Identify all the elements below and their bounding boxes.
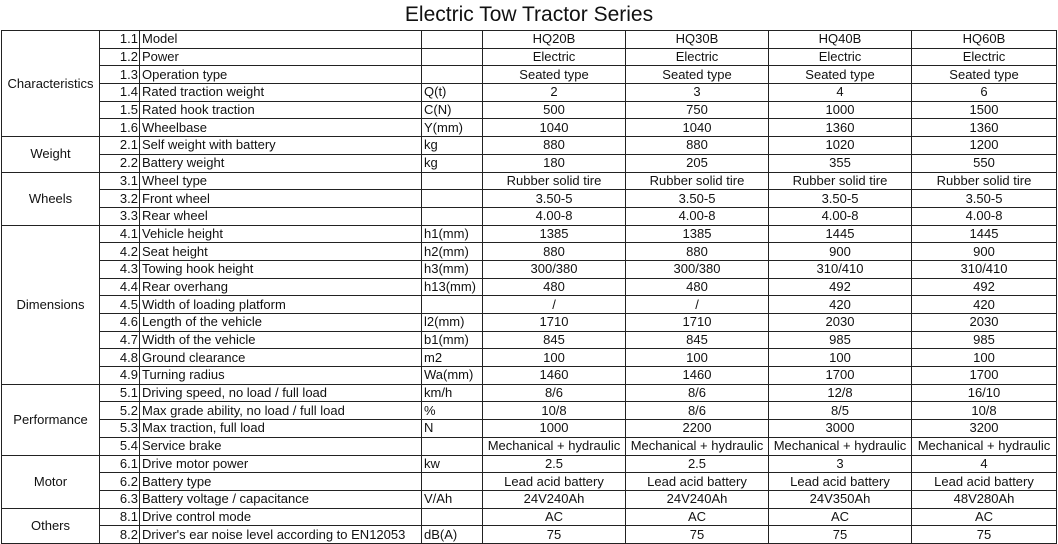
- item-label: Battery type: [140, 473, 422, 491]
- value-model-2: 100: [626, 349, 769, 367]
- value-model-4: 4: [912, 455, 1057, 473]
- value-model-4: 2030: [912, 314, 1057, 332]
- item-number: 4.6: [100, 314, 140, 332]
- value-model-1: 300/380: [483, 260, 626, 278]
- value-model-2: 75: [626, 526, 769, 544]
- item-unit: [422, 508, 483, 526]
- item-label: Model: [140, 31, 422, 49]
- item-label: Rear wheel: [140, 207, 422, 225]
- item-number: 4.4: [100, 278, 140, 296]
- value-model-2: Rubber solid tire: [626, 172, 769, 190]
- item-number: 4.1: [100, 225, 140, 243]
- value-model-1: 1385: [483, 225, 626, 243]
- value-model-2: 8/6: [626, 384, 769, 402]
- value-model-1: Seated type: [483, 66, 626, 84]
- value-model-1: AC: [483, 508, 626, 526]
- value-model-2: 1710: [626, 314, 769, 332]
- value-model-1: 2: [483, 84, 626, 102]
- value-model-2: 880: [626, 137, 769, 155]
- value-model-3: 4.00-8: [769, 207, 912, 225]
- value-model-4: 1700: [912, 367, 1057, 385]
- value-model-4: 10/8: [912, 402, 1057, 420]
- item-unit: l2(mm): [422, 314, 483, 332]
- item-number: 3.3: [100, 207, 140, 225]
- value-model-3: 310/410: [769, 260, 912, 278]
- category-cell: Dimensions: [2, 225, 100, 384]
- item-number: 3.2: [100, 190, 140, 208]
- value-model-2: 880: [626, 243, 769, 261]
- table-row: [2, 296, 1057, 314]
- category-cell: Others: [2, 508, 100, 543]
- item-unit: V/Ah: [422, 490, 483, 508]
- item-unit: N: [422, 420, 483, 438]
- item-unit: [422, 437, 483, 455]
- table-row: [2, 137, 1057, 155]
- table-row: [2, 154, 1057, 172]
- value-model-1: 3.50-5: [483, 190, 626, 208]
- value-model-1: 1040: [483, 119, 626, 137]
- table-row: [2, 384, 1057, 402]
- item-unit: kg: [422, 154, 483, 172]
- value-model-4: 420: [912, 296, 1057, 314]
- item-number: 2.2: [100, 154, 140, 172]
- item-unit: C(N): [422, 101, 483, 119]
- value-model-4: Electric: [912, 48, 1057, 66]
- value-model-2: 8/6: [626, 402, 769, 420]
- value-model-4: 16/10: [912, 384, 1057, 402]
- item-unit: dB(A): [422, 526, 483, 544]
- item-number: 4.8: [100, 349, 140, 367]
- table-row: [2, 437, 1057, 455]
- table-row: [2, 349, 1057, 367]
- value-model-1: 8/6: [483, 384, 626, 402]
- item-number: 8.2: [100, 526, 140, 544]
- value-model-3: 900: [769, 243, 912, 261]
- value-model-3: 420: [769, 296, 912, 314]
- item-unit: [422, 190, 483, 208]
- value-model-1: 10/8: [483, 402, 626, 420]
- value-model-4: Lead acid battery: [912, 473, 1057, 491]
- value-model-2: /: [626, 296, 769, 314]
- value-model-1: Mechanical + hydraulic: [483, 437, 626, 455]
- table-row: [2, 455, 1057, 473]
- value-model-4: 1445: [912, 225, 1057, 243]
- item-label: Towing hook height: [140, 260, 422, 278]
- item-unit: h2(mm): [422, 243, 483, 261]
- value-model-1: 2.5: [483, 455, 626, 473]
- value-model-1: 1460: [483, 367, 626, 385]
- value-model-1: HQ20B: [483, 31, 626, 49]
- item-label: Service brake: [140, 437, 422, 455]
- item-unit: Y(mm): [422, 119, 483, 137]
- item-unit: [422, 66, 483, 84]
- value-model-3: 1360: [769, 119, 912, 137]
- item-unit: h3(mm): [422, 260, 483, 278]
- category-cell: Characteristics: [2, 31, 100, 137]
- table-row: [2, 314, 1057, 332]
- item-number: 5.2: [100, 402, 140, 420]
- value-model-3: 492: [769, 278, 912, 296]
- value-model-3: 1020: [769, 137, 912, 155]
- item-label: Driver's ear noise level according to EN12053: [140, 526, 422, 544]
- item-number: 8.1: [100, 508, 140, 526]
- value-model-1: Lead acid battery: [483, 473, 626, 491]
- item-number: 6.1: [100, 455, 140, 473]
- item-number: 3.1: [100, 172, 140, 190]
- item-label: Max grade ability, no load / full load: [140, 402, 422, 420]
- value-model-2: 845: [626, 331, 769, 349]
- item-number: 5.4: [100, 437, 140, 455]
- table-row: [2, 119, 1057, 137]
- table-row: [2, 278, 1057, 296]
- value-model-3: Mechanical + hydraulic: [769, 437, 912, 455]
- value-model-3: 2030: [769, 314, 912, 332]
- value-model-3: Rubber solid tire: [769, 172, 912, 190]
- value-model-4: 492: [912, 278, 1057, 296]
- value-model-3: 24V350Ah: [769, 490, 912, 508]
- category-cell: Wheels: [2, 172, 100, 225]
- value-model-4: Seated type: [912, 66, 1057, 84]
- category-cell: Motor: [2, 455, 100, 508]
- table-row: [2, 172, 1057, 190]
- value-model-1: 845: [483, 331, 626, 349]
- item-number: 4.3: [100, 260, 140, 278]
- item-number: 4.2: [100, 243, 140, 261]
- item-unit: Wa(mm): [422, 367, 483, 385]
- value-model-3: 3.50-5: [769, 190, 912, 208]
- value-model-1: 480: [483, 278, 626, 296]
- item-number: 1.6: [100, 119, 140, 137]
- item-label: Front wheel: [140, 190, 422, 208]
- item-unit: [422, 48, 483, 66]
- value-model-4: 75: [912, 526, 1057, 544]
- value-model-4: 6: [912, 84, 1057, 102]
- value-model-3: AC: [769, 508, 912, 526]
- value-model-4: 900: [912, 243, 1057, 261]
- value-model-2: 2200: [626, 420, 769, 438]
- value-model-1: Electric: [483, 48, 626, 66]
- item-number: 4.7: [100, 331, 140, 349]
- value-model-2: 1040: [626, 119, 769, 137]
- value-model-3: HQ40B: [769, 31, 912, 49]
- value-model-3: 8/5: [769, 402, 912, 420]
- value-model-1: 180: [483, 154, 626, 172]
- table-row: [2, 207, 1057, 225]
- value-model-3: 12/8: [769, 384, 912, 402]
- item-label: Rated hook traction: [140, 101, 422, 119]
- spec-table-body: [2, 31, 1057, 544]
- value-model-1: /: [483, 296, 626, 314]
- item-number: 1.1: [100, 31, 140, 49]
- table-row: [2, 101, 1057, 119]
- item-label: Drive control mode: [140, 508, 422, 526]
- item-label: Max traction, full load: [140, 420, 422, 438]
- item-number: 1.2: [100, 48, 140, 66]
- table-row: [2, 420, 1057, 438]
- item-label: Power: [140, 48, 422, 66]
- value-model-4: 4.00-8: [912, 207, 1057, 225]
- table-row: [2, 243, 1057, 261]
- item-label: Wheel type: [140, 172, 422, 190]
- value-model-4: 985: [912, 331, 1057, 349]
- table-row: [2, 225, 1057, 243]
- document-title: Electric Tow Tractor Series: [404, 3, 654, 26]
- value-model-2: 1385: [626, 225, 769, 243]
- value-model-3: Electric: [769, 48, 912, 66]
- value-model-2: 2.5: [626, 455, 769, 473]
- value-model-3: 985: [769, 331, 912, 349]
- value-model-3: 355: [769, 154, 912, 172]
- value-model-4: HQ60B: [912, 31, 1057, 49]
- item-label: Turning radius: [140, 367, 422, 385]
- item-unit: [422, 296, 483, 314]
- value-model-1: 4.00-8: [483, 207, 626, 225]
- item-unit: kw: [422, 455, 483, 473]
- value-model-1: 880: [483, 137, 626, 155]
- value-model-4: 310/410: [912, 260, 1057, 278]
- value-model-2: 24V240Ah: [626, 490, 769, 508]
- value-model-2: HQ30B: [626, 31, 769, 49]
- value-model-4: 3.50-5: [912, 190, 1057, 208]
- table-row: [2, 190, 1057, 208]
- item-label: Self weight with battery: [140, 137, 422, 155]
- value-model-2: AC: [626, 508, 769, 526]
- value-model-1: 100: [483, 349, 626, 367]
- table-row: [2, 402, 1057, 420]
- value-model-1: 1710: [483, 314, 626, 332]
- table-row: [2, 367, 1057, 385]
- item-label: Operation type: [140, 66, 422, 84]
- value-model-2: 750: [626, 101, 769, 119]
- item-number: 1.4: [100, 84, 140, 102]
- value-model-4: 550: [912, 154, 1057, 172]
- value-model-2: 1460: [626, 367, 769, 385]
- item-unit: [422, 31, 483, 49]
- value-model-3: 3000: [769, 420, 912, 438]
- value-model-2: 4.00-8: [626, 207, 769, 225]
- item-number: 6.3: [100, 490, 140, 508]
- item-label: Drive motor power: [140, 455, 422, 473]
- item-label: Seat height: [140, 243, 422, 261]
- value-model-3: Lead acid battery: [769, 473, 912, 491]
- value-model-4: 48V280Ah: [912, 490, 1057, 508]
- value-model-2: 205: [626, 154, 769, 172]
- value-model-3: 1700: [769, 367, 912, 385]
- item-number: 4.5: [100, 296, 140, 314]
- value-model-4: 1500: [912, 101, 1057, 119]
- item-unit: [422, 207, 483, 225]
- table-row: [2, 84, 1057, 102]
- item-number: 1.3: [100, 66, 140, 84]
- value-model-1: 1000: [483, 420, 626, 438]
- value-model-2: Electric: [626, 48, 769, 66]
- value-model-2: 3.50-5: [626, 190, 769, 208]
- item-number: 2.1: [100, 137, 140, 155]
- value-model-3: 1000: [769, 101, 912, 119]
- item-label: Rear overhang: [140, 278, 422, 296]
- value-model-2: 3: [626, 84, 769, 102]
- value-model-2: 480: [626, 278, 769, 296]
- item-unit: [422, 172, 483, 190]
- table-row: [2, 260, 1057, 278]
- item-label: Vehicle height: [140, 225, 422, 243]
- table-row: [2, 48, 1057, 66]
- value-model-3: 3: [769, 455, 912, 473]
- value-model-1: Rubber solid tire: [483, 172, 626, 190]
- item-number: 5.1: [100, 384, 140, 402]
- item-label: Battery weight: [140, 154, 422, 172]
- item-label: Driving speed, no load / full load: [140, 384, 422, 402]
- item-number: 6.2: [100, 473, 140, 491]
- item-label: Wheelbase: [140, 119, 422, 137]
- item-number: 5.3: [100, 420, 140, 438]
- item-label: Rated traction weight: [140, 84, 422, 102]
- value-model-2: Lead acid battery: [626, 473, 769, 491]
- table-row: [2, 490, 1057, 508]
- value-model-4: 1360: [912, 119, 1057, 137]
- item-unit: [422, 473, 483, 491]
- value-model-3: Seated type: [769, 66, 912, 84]
- category-cell: Performance: [2, 384, 100, 455]
- value-model-2: Seated type: [626, 66, 769, 84]
- item-unit: km/h: [422, 384, 483, 402]
- category-cell: Weight: [2, 137, 100, 172]
- value-model-1: 24V240Ah: [483, 490, 626, 508]
- table-row: [2, 526, 1057, 544]
- item-number: 4.9: [100, 367, 140, 385]
- item-unit: h13(mm): [422, 278, 483, 296]
- value-model-4: 100: [912, 349, 1057, 367]
- item-number: 1.5: [100, 101, 140, 119]
- table-row: [2, 508, 1057, 526]
- item-unit: h1(mm): [422, 225, 483, 243]
- value-model-2: 300/380: [626, 260, 769, 278]
- value-model-1: 500: [483, 101, 626, 119]
- value-model-1: 880: [483, 243, 626, 261]
- item-label: Ground clearance: [140, 349, 422, 367]
- item-unit: kg: [422, 137, 483, 155]
- item-label: Width of loading platform: [140, 296, 422, 314]
- item-unit: b1(mm): [422, 331, 483, 349]
- table-row: [2, 66, 1057, 84]
- value-model-4: Rubber solid tire: [912, 172, 1057, 190]
- value-model-4: 1200: [912, 137, 1057, 155]
- item-label: Battery voltage / capacitance: [140, 490, 422, 508]
- item-label: Length of the vehicle: [140, 314, 422, 332]
- value-model-4: AC: [912, 508, 1057, 526]
- item-unit: m2: [422, 349, 483, 367]
- value-model-4: Mechanical + hydraulic: [912, 437, 1057, 455]
- value-model-4: 3200: [912, 420, 1057, 438]
- item-label: Width of the vehicle: [140, 331, 422, 349]
- table-row: [2, 473, 1057, 491]
- value-model-3: 4: [769, 84, 912, 102]
- value-model-3: 1445: [769, 225, 912, 243]
- item-unit: Q(t): [422, 84, 483, 102]
- value-model-2: Mechanical + hydraulic: [626, 437, 769, 455]
- table-row: [2, 331, 1057, 349]
- value-model-3: 100: [769, 349, 912, 367]
- item-unit: %: [422, 402, 483, 420]
- value-model-1: 75: [483, 526, 626, 544]
- table-row: [2, 31, 1057, 49]
- value-model-3: 75: [769, 526, 912, 544]
- spec-table: [1, 30, 1057, 544]
